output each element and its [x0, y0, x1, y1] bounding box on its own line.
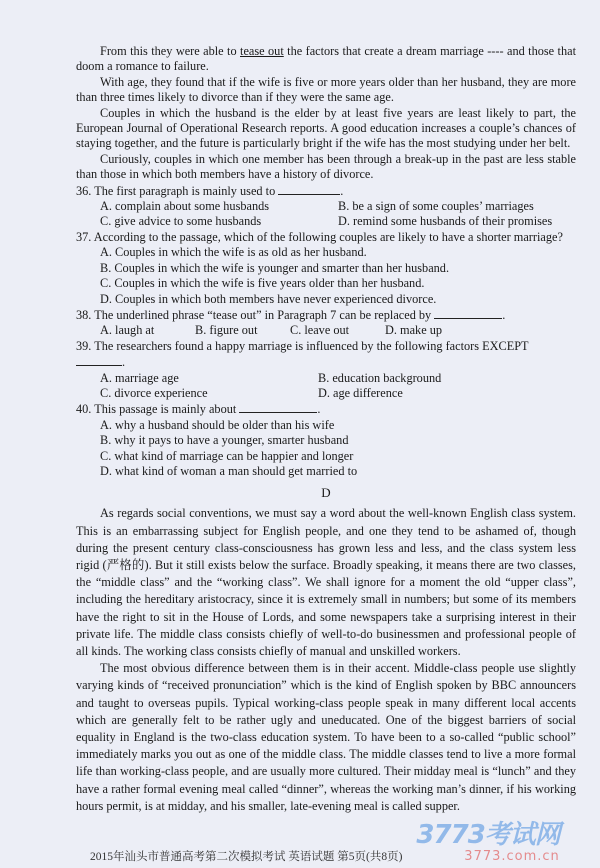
watermark-url: 3773.com.cn [464, 849, 560, 865]
punct: . [340, 183, 344, 198]
option-c: C. what kind of marriage can be happier and longer [100, 448, 354, 463]
answer-blank [76, 354, 122, 366]
options-row [76, 323, 576, 338]
option-a: A. Couples in which the wife is as old as her husband. [100, 245, 367, 260]
question-stem: 39. The researchers found a happy marriage is influenced by the following factors EXCEPT [76, 338, 529, 353]
passage-c [76, 44, 576, 479]
paragraph: Couples in which the husband is the elder by at least five years are least likely to part, the European Journal of Operational Research reports. A good education increases a couple’s chances of staying together, and the future is particularly bright if the wife has the most studying under her belt. [76, 105, 576, 151]
question-stem: 40. This passage is mainly about [76, 402, 237, 417]
punct: . [317, 402, 321, 417]
answer-blank [434, 307, 502, 319]
paragraph: With age, they found that if the wife is five or more years older than her husband, they are more than three times likely to divorce than if they were the same age. [76, 74, 576, 105]
paragraph: Curiously, couples in which one member has been through a break-up in the past are less stable than those in which both members have a history of divorce. [76, 151, 576, 182]
options-row [76, 371, 576, 386]
paragraph: The most obvious difference between them is in their accent. Middle-class people use slightly varying kinds of “received pronunciation” which is the kind of English spoken by BBC announcers and taught to overseas pupils. Typical working-class people speak in many different local accents which are generally felt to be rather ugly and uneducated. One of the biggest barriers of social equality in England is the two-class education system. To have been to a so-called “public school” immediately marks you out as one of the middle class. The middle classes tend to live a more formal life than working-class people, and are usually more cultured. Their midday meal is “lunch” and they have a rather formal evening meal called “dinner”, whereas the working man’s dinner, if his working hours permit, is at midday, and his smaller, late-evening meal is called supper. [76, 661, 576, 813]
option-a: A. complain about some husbands [100, 199, 270, 214]
option-b: B. be a sign of some couples’ marriages [338, 199, 534, 214]
option-c: C. Couples in which the wife is five years older than her husband. [100, 276, 425, 291]
punct: . [122, 355, 126, 370]
passage-d-label: D [321, 485, 331, 501]
option-a: A. laugh at [100, 323, 155, 338]
option-d: D. Couples in which both members have never experienced divorce. [100, 291, 437, 306]
options-row [76, 214, 576, 229]
option-b: B. education background [318, 370, 442, 385]
option-c: C. give advice to some husbands [100, 214, 262, 229]
passage-d [76, 505, 576, 815]
option-b: B. figure out [195, 323, 258, 338]
option-c: C. divorce experience [100, 385, 208, 400]
watermark-logo: 3773考试网 [416, 820, 560, 851]
options-row [76, 199, 576, 214]
option-a: A. why a husband should be older than his wife [100, 417, 335, 432]
question-38 [76, 307, 576, 323]
page-footer: 2015年汕头市普通高考第二次模拟考试 英语试题 第5页(共8页) [90, 851, 403, 864]
footer-row [0, 815, 600, 868]
option-b: B. why it pays to have a younger, smarter husband [100, 433, 349, 448]
option-d: D. remind some husbands of their promises [338, 214, 553, 229]
option-c: C. leave out [290, 323, 350, 338]
question-stem: 38. The underlined phrase “tease out” in Paragraph 7 can be replaced by [76, 307, 432, 322]
question-39 [76, 339, 576, 371]
option-a: A. marriage age [100, 370, 179, 385]
watermark [416, 821, 559, 864]
option-d: D. what kind of woman a man should get married to [100, 463, 358, 478]
answer-blank [239, 401, 317, 413]
text: From this they were able to [100, 44, 241, 58]
question-36 [76, 183, 576, 199]
question-37: 37. According to the passage, which of the following couples are likely to have a shorter marriage? [76, 229, 563, 244]
paragraph [76, 44, 576, 75]
option-d: D. make up [385, 323, 443, 338]
options-row [76, 386, 576, 401]
text: the factors that create a dream marriage ---- and those that doom a romance to failure. [76, 44, 576, 74]
option-b: B. Couples in which the wife is younger and smarter than her husband. [100, 260, 450, 275]
underlined-phrase: tease out [240, 44, 284, 58]
question-stem: 36. The first paragraph is mainly used to [76, 183, 276, 198]
answer-blank [278, 183, 340, 195]
punct: . [502, 307, 506, 322]
question-40 [76, 401, 576, 417]
paragraph: As regards social conventions, we must say a word about the well-known English class system. This is an embarrassing subject for English people, and one they tend to be ashamed of, though during the present century class-consciousness has grown less and less, and the class system less rigid (严格的). But it still exists below the surface. Broadly speaking, it means there are two classes, the “middle class” and the “working class”. We shall ignore for a moment the old “upper class”, including the hereditary aristocracy, since it is extremely small in numbers; but some of its members have the right to sit in the House of Lords, and some newspapers take a surprising interest in their private life. The middle class consists chiefly of well-to-do businessmen and professional people of all kinds. The working class consists chiefly of manual and unskilled workers. [76, 506, 576, 658]
option-d: D. age difference [318, 385, 403, 400]
